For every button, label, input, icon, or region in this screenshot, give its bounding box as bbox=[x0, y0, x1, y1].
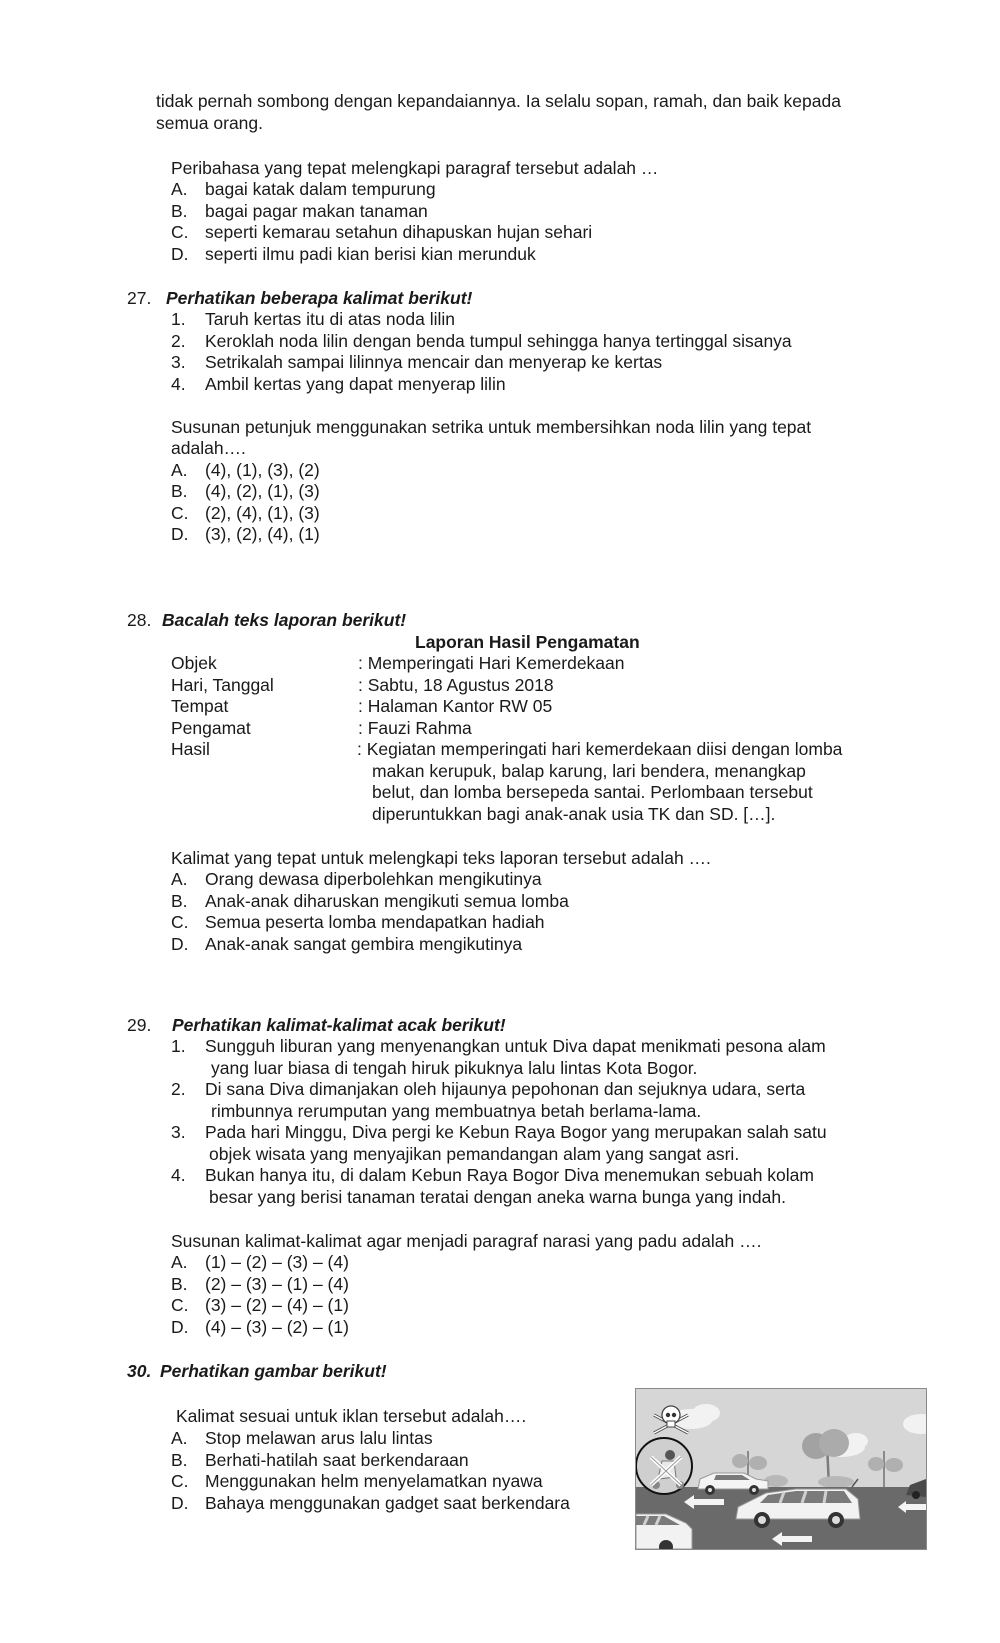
q29-number: 29. bbox=[127, 1015, 152, 1035]
q30-option-d[interactable]: D. Bahaya menggunakan gadget saat berkendara bbox=[171, 1493, 570, 1513]
q29-option-b[interactable]: B. (2) – (3) – (1) – (4) bbox=[171, 1274, 349, 1294]
q27-option-a[interactable]: A. (4), (1), (3), (2) bbox=[171, 460, 320, 480]
q27-prompt-line-2: adalah…. bbox=[171, 438, 246, 458]
q29-prompt: Susunan kalimat-kalimat agar menjadi paragraf narasi yang padu adalah …. bbox=[171, 1231, 762, 1251]
traffic-illustration bbox=[635, 1388, 927, 1550]
report-hasil-cont-1: makan kerupuk, balap karung, lari bendera, menangkap bbox=[372, 761, 806, 781]
q29-option-a[interactable]: A. (1) – (2) – (3) – (4) bbox=[171, 1252, 349, 1272]
q29-item-3-cont: objek wisata yang menyajikan pemandangan alam yang sangat asri. bbox=[209, 1144, 740, 1164]
report-label-objek: Objek bbox=[171, 653, 217, 673]
q28-heading: Bacalah teks laporan berikut! bbox=[162, 610, 407, 630]
q30-option-c[interactable]: C. Menggunakan helm menyelamatkan nyawa bbox=[171, 1471, 543, 1491]
q30-option-a[interactable]: A. Stop melawan arus lalu lintas bbox=[171, 1428, 433, 1448]
report-value-pengamat: : Fauzi Rahma bbox=[358, 718, 472, 738]
q26-prompt: Peribahasa yang tepat melengkapi paragraf tersebut adalah … bbox=[171, 158, 659, 178]
q26-option-b[interactable]: B. bagai pagar makan tanaman bbox=[171, 201, 428, 221]
report-value-hasil: : Kegiatan memperingati hari kemerdekaan diisi dengan lomba bbox=[357, 739, 843, 759]
q30-prompt: Kalimat sesuai untuk iklan tersebut adalah…. bbox=[176, 1406, 527, 1426]
report-title: Laporan Hasil Pengamatan bbox=[415, 632, 640, 652]
q29-option-d[interactable]: D. (4) – (3) – (2) – (1) bbox=[171, 1317, 349, 1337]
q28-option-d[interactable]: D. Anak-anak sangat gembira mengikutinya bbox=[171, 934, 523, 954]
report-label-tanggal: Hari, Tanggal bbox=[171, 675, 274, 695]
q27-option-b[interactable]: B. (4), (2), (1), (3) bbox=[171, 481, 320, 501]
report-label-hasil: Hasil bbox=[171, 739, 210, 759]
q29-item-4-cont: besar yang berisi tanaman teratai dengan aneka warna bunga yang indah. bbox=[209, 1187, 786, 1207]
q29-item-4: 4. Bukan hanya itu, di dalam Kebun Raya Bogor Diva menemukan sebuah kolam bbox=[171, 1165, 814, 1185]
q27-item-4: 4. Ambil kertas yang dapat menyerap lilin bbox=[171, 374, 506, 394]
intro-line-1: tidak pernah sombong dengan kepandaiannya. Ia selalu sopan, ramah, dan baik kepada bbox=[156, 91, 841, 111]
report-value-objek: : Memperingati Hari Kemerdekaan bbox=[358, 653, 625, 673]
q28-number: 28. bbox=[127, 610, 152, 630]
q28-option-b[interactable]: B. Anak-anak diharuskan mengikuti semua lomba bbox=[171, 891, 569, 911]
q28-option-a[interactable]: A. Orang dewasa diperbolehkan mengikutinya bbox=[171, 869, 542, 889]
no-phone-while-riding-icon bbox=[636, 1438, 692, 1494]
q29-option-c[interactable]: C. (3) – (2) – (4) – (1) bbox=[171, 1295, 349, 1315]
q29-item-1-cont: yang luar biasa di tengah hiruk pikuknya lalu lintas Kota Bogor. bbox=[211, 1058, 698, 1078]
q30-option-b[interactable]: B. Berhati-hatilah saat berkendaraan bbox=[171, 1450, 469, 1470]
report-value-tanggal: : Sabtu, 18 Agustus 2018 bbox=[358, 675, 554, 695]
report-label-tempat: Tempat bbox=[171, 696, 229, 716]
q27-option-d[interactable]: D. (3), (2), (4), (1) bbox=[171, 524, 320, 544]
intro-line-2: semua orang. bbox=[156, 113, 264, 133]
q29-heading: Perhatikan kalimat-kalimat acak berikut! bbox=[172, 1015, 506, 1035]
report-value-tempat: : Halaman Kantor RW 05 bbox=[358, 696, 553, 716]
q27-item-3: 3. Setrikalah sampai lilinnya mencair dan menyerap ke kertas bbox=[171, 352, 663, 372]
q26-option-c[interactable]: C. seperti kemarau setahun dihapuskan hujan sehari bbox=[171, 222, 593, 242]
report-hasil-cont-2: belut, dan lomba bersepeda santai. Perlombaan tersebut bbox=[372, 782, 813, 802]
q26-option-a[interactable]: A. bagai katak dalam tempurung bbox=[171, 179, 436, 199]
report-hasil-cont-3: diperuntukkan bagi anak-anak usia TK dan SD. […]. bbox=[372, 804, 776, 824]
q30-heading: Perhatikan gambar berikut! bbox=[160, 1361, 387, 1381]
q27-item-2: 2. Keroklah noda lilin dengan benda tumpul sehingga hanya tertinggal sisanya bbox=[171, 331, 792, 351]
q29-item-2: 2. Di sana Diva dimanjakan oleh hijaunya pepohonan dan sejuknya udara, serta bbox=[171, 1079, 806, 1099]
q27-option-c[interactable]: C. (2), (4), (1), (3) bbox=[171, 503, 320, 523]
q29-item-2-cont: rimbunnya rerumputan yang membuatnya betah berlama-lama. bbox=[211, 1101, 702, 1121]
q26-option-d[interactable]: D. seperti ilmu padi kian berisi kian merunduk bbox=[171, 244, 536, 264]
q27-prompt-line-1: Susunan petunjuk menggunakan setrika untuk membersihkan noda lilin yang tepat bbox=[171, 417, 812, 437]
q29-item-1: 1. Sungguh liburan yang menyenangkan untuk Diva dapat menikmati pesona alam bbox=[171, 1036, 826, 1056]
q29-item-3: 3. Pada hari Minggu, Diva pergi ke Kebun Raya Bogor yang merupakan salah satu bbox=[171, 1122, 827, 1142]
q27-item-1: 1. Taruh kertas itu di atas noda lilin bbox=[171, 309, 455, 329]
report-label-pengamat: Pengamat bbox=[171, 718, 251, 738]
q27-heading: Perhatikan beberapa kalimat berikut! bbox=[166, 288, 473, 308]
q28-option-c[interactable]: C. Semua peserta lomba mendapatkan hadiah bbox=[171, 912, 545, 932]
q30-number: 30. bbox=[127, 1361, 152, 1381]
q27-number: 27. bbox=[127, 288, 152, 308]
q28-prompt: Kalimat yang tepat untuk melengkapi teks laporan tersebut adalah …. bbox=[171, 848, 711, 868]
